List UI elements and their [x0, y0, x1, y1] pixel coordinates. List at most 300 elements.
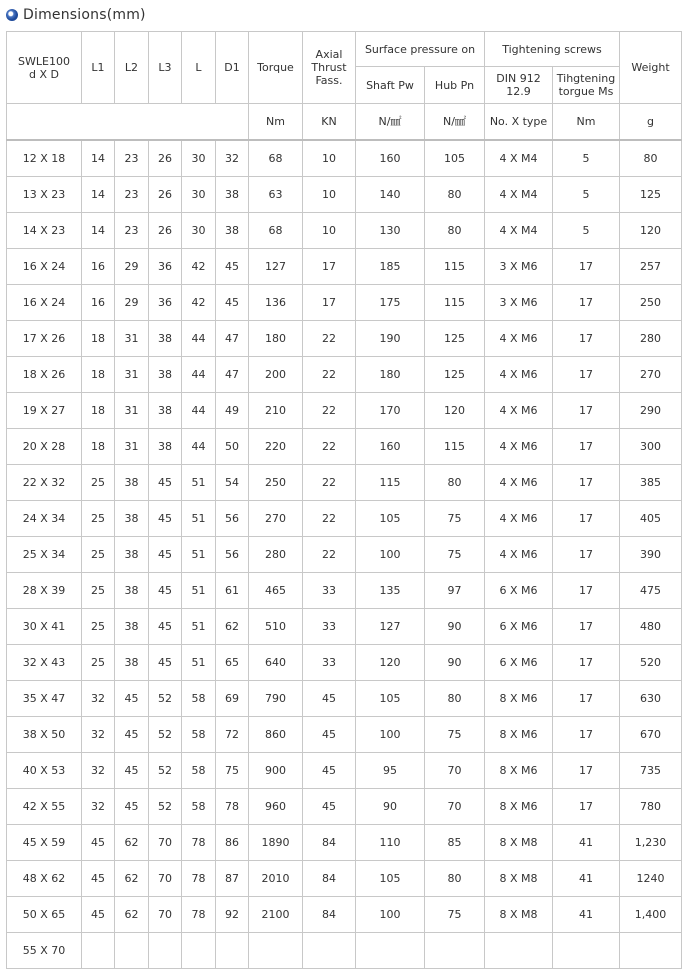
cell-axial: 33 — [303, 573, 356, 609]
cell-l: 44 — [182, 393, 216, 429]
cell-l3: 52 — [149, 789, 182, 825]
cell-screws: 8 X M6 — [485, 753, 553, 789]
cell-shaft-pw: 95 — [356, 753, 425, 789]
cell-size: 12 X 18 — [7, 140, 82, 177]
cell-shaft-pw: 100 — [356, 897, 425, 933]
cell-d1: 47 — [216, 357, 249, 393]
header-din-line1: DIN 912 — [496, 72, 541, 85]
cell-size: 19 X 27 — [7, 393, 82, 429]
cell-axial: 22 — [303, 501, 356, 537]
cell-l2: 38 — [115, 537, 149, 573]
cell-torque: 280 — [249, 537, 303, 573]
cell-l2: 38 — [115, 465, 149, 501]
cell-screws: 4 X M4 — [485, 213, 553, 249]
cell-screws: 6 X M6 — [485, 609, 553, 645]
cell-screws: 8 X M6 — [485, 681, 553, 717]
cell-hub-pn: 90 — [425, 645, 485, 681]
cell-shaft-pw: 175 — [356, 285, 425, 321]
header-l3: L3 — [149, 32, 182, 104]
cell-l1: 18 — [82, 393, 115, 429]
cell-tightening-torque: 41 — [553, 825, 620, 861]
cell-size: 45 X 59 — [7, 825, 82, 861]
cell-hub-pn: 125 — [425, 321, 485, 357]
cell-l: 78 — [182, 861, 216, 897]
cell-l1: 25 — [82, 609, 115, 645]
cell-screws: 8 X M8 — [485, 861, 553, 897]
cell-shaft-pw: 120 — [356, 645, 425, 681]
cell-hub-pn: 105 — [425, 140, 485, 177]
cell-l: 51 — [182, 609, 216, 645]
table-row — [7, 429, 682, 465]
cell-l: 44 — [182, 321, 216, 357]
table-row — [7, 393, 682, 429]
cell-hub-pn: 80 — [425, 681, 485, 717]
cell-l: 58 — [182, 717, 216, 753]
cell-l: 58 — [182, 753, 216, 789]
cell-d1: 65 — [216, 645, 249, 681]
cell-axial: 17 — [303, 249, 356, 285]
cell-l1: 32 — [82, 717, 115, 753]
cell-tightening-torque — [553, 933, 620, 969]
cell-size: 22 X 32 — [7, 465, 82, 501]
header-swle — [7, 32, 82, 104]
cell-l3: 70 — [149, 825, 182, 861]
cell-hub-pn: 120 — [425, 393, 485, 429]
cell-screws: 4 X M6 — [485, 537, 553, 573]
cell-d1 — [216, 933, 249, 969]
cell-screws: 3 X M6 — [485, 249, 553, 285]
cell-shaft-pw: 160 — [356, 429, 425, 465]
table-row — [7, 753, 682, 789]
cell-d1: 38 — [216, 177, 249, 213]
cell-screws: 8 X M6 — [485, 789, 553, 825]
cell-d1: 47 — [216, 321, 249, 357]
cell-d1: 45 — [216, 285, 249, 321]
cell-weight — [620, 933, 682, 969]
cell-axial: 84 — [303, 825, 356, 861]
cell-tightening-torque: 5 — [553, 177, 620, 213]
cell-torque: 68 — [249, 140, 303, 177]
cell-l3: 36 — [149, 285, 182, 321]
cell-weight: 290 — [620, 393, 682, 429]
cell-size: 32 X 43 — [7, 645, 82, 681]
cell-screws: 4 X M4 — [485, 177, 553, 213]
cell-tightening-torque: 17 — [553, 429, 620, 465]
cell-screws — [485, 933, 553, 969]
cell-tightening-torque: 17 — [553, 537, 620, 573]
cell-hub-pn: 70 — [425, 753, 485, 789]
cell-weight: 80 — [620, 140, 682, 177]
header-tightening-screws: Tightening screws — [485, 32, 620, 67]
cell-screws: 6 X M6 — [485, 645, 553, 681]
cell-d1: 86 — [216, 825, 249, 861]
cell-l2: 23 — [115, 177, 149, 213]
table-row — [7, 537, 682, 573]
header-torque: Torque — [249, 32, 303, 104]
header-weight: Weight — [620, 32, 682, 104]
table-row — [7, 897, 682, 933]
cell-size: 30 X 41 — [7, 609, 82, 645]
cell-l1: 18 — [82, 429, 115, 465]
cell-l2: 45 — [115, 753, 149, 789]
cell-hub-pn: 97 — [425, 573, 485, 609]
cell-axial: 45 — [303, 681, 356, 717]
cell-weight: 630 — [620, 681, 682, 717]
cell-torque: 510 — [249, 609, 303, 645]
cell-weight: 480 — [620, 609, 682, 645]
cell-screws: 4 X M4 — [485, 140, 553, 177]
cell-shaft-pw: 160 — [356, 140, 425, 177]
cell-d1: 75 — [216, 753, 249, 789]
cell-l: 51 — [182, 537, 216, 573]
cell-shaft-pw: 170 — [356, 393, 425, 429]
cell-l3: 45 — [149, 465, 182, 501]
cell-l3: 52 — [149, 717, 182, 753]
table-row — [7, 177, 682, 213]
cell-l2: 62 — [115, 861, 149, 897]
cell-l: 78 — [182, 825, 216, 861]
cell-size: 13 X 23 — [7, 177, 82, 213]
cell-tightening-torque: 17 — [553, 465, 620, 501]
cell-size: 50 X 65 — [7, 897, 82, 933]
unit-hub: N/㎟ — [425, 104, 485, 141]
table-row — [7, 681, 682, 717]
cell-hub-pn: 85 — [425, 825, 485, 861]
cell-l2: 31 — [115, 393, 149, 429]
cell-weight: 405 — [620, 501, 682, 537]
cell-size: 35 X 47 — [7, 681, 82, 717]
cell-d1: 72 — [216, 717, 249, 753]
cell-l: 51 — [182, 465, 216, 501]
cell-torque: 180 — [249, 321, 303, 357]
cell-torque: 63 — [249, 177, 303, 213]
cell-torque: 2010 — [249, 861, 303, 897]
cell-l1: 25 — [82, 645, 115, 681]
cell-screws: 4 X M6 — [485, 501, 553, 537]
cell-axial: 10 — [303, 140, 356, 177]
cell-hub-pn: 125 — [425, 357, 485, 393]
cell-l: 51 — [182, 573, 216, 609]
cell-shaft-pw: 185 — [356, 249, 425, 285]
cell-hub-pn: 75 — [425, 501, 485, 537]
cell-torque: 250 — [249, 465, 303, 501]
header-d1: D1 — [216, 32, 249, 104]
unit-tightening: Nm — [553, 104, 620, 141]
cell-l2: 31 — [115, 321, 149, 357]
cell-size: 28 X 39 — [7, 573, 82, 609]
cell-hub-pn: 90 — [425, 609, 485, 645]
cell-l: 44 — [182, 429, 216, 465]
cell-l: 58 — [182, 681, 216, 717]
cell-tightening-torque: 17 — [553, 609, 620, 645]
cell-torque: 136 — [249, 285, 303, 321]
cell-l3: 45 — [149, 537, 182, 573]
header-axial-line3: Fass. — [315, 74, 343, 87]
cell-shaft-pw: 105 — [356, 861, 425, 897]
cell-axial: 45 — [303, 789, 356, 825]
cell-tightening-torque: 17 — [553, 789, 620, 825]
cell-l2: 31 — [115, 429, 149, 465]
cell-l: 42 — [182, 249, 216, 285]
table-row — [7, 825, 682, 861]
cell-l: 44 — [182, 357, 216, 393]
cell-hub-pn: 115 — [425, 285, 485, 321]
cell-tightening-torque: 41 — [553, 897, 620, 933]
unit-shaft: N/㎟ — [356, 104, 425, 141]
cell-d1: 92 — [216, 897, 249, 933]
cell-axial: 84 — [303, 897, 356, 933]
cell-l2 — [115, 933, 149, 969]
cell-weight: 735 — [620, 753, 682, 789]
table-row — [7, 465, 682, 501]
cell-weight: 1240 — [620, 861, 682, 897]
cell-l3: 45 — [149, 501, 182, 537]
cell-l1: 45 — [82, 897, 115, 933]
cell-l2: 45 — [115, 717, 149, 753]
dimensions-table — [6, 31, 682, 969]
cell-l2: 62 — [115, 897, 149, 933]
cell-hub-pn: 115 — [425, 429, 485, 465]
cell-size: 38 X 50 — [7, 717, 82, 753]
cell-d1: 50 — [216, 429, 249, 465]
cell-l3: 45 — [149, 645, 182, 681]
cell-torque: 960 — [249, 789, 303, 825]
cell-shaft-pw: 180 — [356, 357, 425, 393]
cell-weight: 670 — [620, 717, 682, 753]
unit-axial: KN — [303, 104, 356, 141]
cell-hub-pn: 75 — [425, 537, 485, 573]
cell-d1: 69 — [216, 681, 249, 717]
cell-l3: 38 — [149, 357, 182, 393]
cell-l1: 18 — [82, 357, 115, 393]
header-shaft-pw: Shaft Pw — [356, 67, 425, 104]
cell-tightening-torque: 5 — [553, 213, 620, 249]
cell-torque: 210 — [249, 393, 303, 429]
cell-weight: 390 — [620, 537, 682, 573]
cell-axial: 84 — [303, 861, 356, 897]
cell-tightening-torque: 5 — [553, 140, 620, 177]
table-row — [7, 357, 682, 393]
cell-axial: 22 — [303, 321, 356, 357]
cell-l1: 25 — [82, 465, 115, 501]
cell-l3: 52 — [149, 681, 182, 717]
cell-axial: 22 — [303, 537, 356, 573]
cell-tightening-torque: 17 — [553, 321, 620, 357]
unit-torque: Nm — [249, 104, 303, 141]
cell-l3: 36 — [149, 249, 182, 285]
cell-shaft-pw: 100 — [356, 717, 425, 753]
cell-l1: 32 — [82, 789, 115, 825]
cell-torque: 790 — [249, 681, 303, 717]
unit-weight: g — [620, 104, 682, 141]
cell-torque: 127 — [249, 249, 303, 285]
cell-axial: 10 — [303, 177, 356, 213]
cell-d1: 56 — [216, 537, 249, 573]
cell-weight: 385 — [620, 465, 682, 501]
cell-l3: 38 — [149, 429, 182, 465]
table-body — [7, 140, 682, 969]
cell-weight: 780 — [620, 789, 682, 825]
cell-weight: 1,400 — [620, 897, 682, 933]
cell-screws: 8 X M6 — [485, 717, 553, 753]
cell-torque: 900 — [249, 753, 303, 789]
cell-l1: 18 — [82, 321, 115, 357]
cell-torque: 270 — [249, 501, 303, 537]
cell-size: 18 X 26 — [7, 357, 82, 393]
header-l2: L2 — [115, 32, 149, 104]
cell-l1: 14 — [82, 213, 115, 249]
section-title: Dimensions(mm) — [23, 7, 146, 23]
cell-l: 51 — [182, 645, 216, 681]
cell-screws: 3 X M6 — [485, 285, 553, 321]
cell-screws: 4 X M6 — [485, 321, 553, 357]
cell-shaft-pw: 110 — [356, 825, 425, 861]
table-row — [7, 717, 682, 753]
cell-l2: 62 — [115, 825, 149, 861]
cell-tightening-torque: 17 — [553, 357, 620, 393]
cell-l1 — [82, 933, 115, 969]
cell-weight: 475 — [620, 573, 682, 609]
cell-hub-pn: 80 — [425, 213, 485, 249]
cell-shaft-pw: 130 — [356, 213, 425, 249]
cell-axial: 22 — [303, 357, 356, 393]
header-tight-line1: Tihgtening — [556, 72, 616, 85]
cell-d1: 45 — [216, 249, 249, 285]
table-row — [7, 933, 682, 969]
cell-weight: 120 — [620, 213, 682, 249]
cell-axial: 17 — [303, 285, 356, 321]
cell-size: 16 X 24 — [7, 249, 82, 285]
table-row — [7, 609, 682, 645]
cell-shaft-pw: 190 — [356, 321, 425, 357]
cell-screws: 8 X M8 — [485, 897, 553, 933]
cell-axial: 22 — [303, 465, 356, 501]
cell-l3: 70 — [149, 861, 182, 897]
cell-hub-pn: 70 — [425, 789, 485, 825]
table-header — [7, 32, 682, 141]
bullet-icon — [6, 9, 18, 21]
table-row — [7, 645, 682, 681]
cell-l3: 45 — [149, 609, 182, 645]
cell-size: 17 X 26 — [7, 321, 82, 357]
table-row — [7, 789, 682, 825]
header-l1: L1 — [82, 32, 115, 104]
header-swle-label: SWLE100 — [18, 54, 70, 68]
header-din — [485, 67, 553, 104]
cell-shaft-pw: 100 — [356, 537, 425, 573]
cell-l: 78 — [182, 897, 216, 933]
cell-d1: 54 — [216, 465, 249, 501]
cell-size: 42 X 55 — [7, 789, 82, 825]
table-row — [7, 861, 682, 897]
cell-tightening-torque: 17 — [553, 285, 620, 321]
cell-axial — [303, 933, 356, 969]
cell-l2: 23 — [115, 140, 149, 177]
cell-shaft-pw: 105 — [356, 681, 425, 717]
cell-weight: 520 — [620, 645, 682, 681]
cell-size: 20 X 28 — [7, 429, 82, 465]
table-row — [7, 249, 682, 285]
cell-axial: 45 — [303, 717, 356, 753]
header-axial — [303, 32, 356, 104]
cell-screws: 6 X M6 — [485, 573, 553, 609]
cell-torque — [249, 933, 303, 969]
header-surface-pressure: Surface pressure on — [356, 32, 485, 67]
table-row — [7, 213, 682, 249]
cell-l2: 38 — [115, 645, 149, 681]
cell-axial: 33 — [303, 645, 356, 681]
cell-l3: 70 — [149, 897, 182, 933]
header-axial-line1: Axial — [315, 48, 343, 61]
cell-weight: 270 — [620, 357, 682, 393]
cell-size: 55 X 70 — [7, 933, 82, 969]
cell-l1: 45 — [82, 861, 115, 897]
cell-torque: 68 — [249, 213, 303, 249]
cell-l: 30 — [182, 140, 216, 177]
cell-axial: 45 — [303, 753, 356, 789]
cell-l3: 45 — [149, 573, 182, 609]
cell-size: 24 X 34 — [7, 501, 82, 537]
cell-torque: 200 — [249, 357, 303, 393]
cell-weight: 257 — [620, 249, 682, 285]
cell-hub-pn: 80 — [425, 465, 485, 501]
cell-l2: 45 — [115, 789, 149, 825]
cell-size: 25 X 34 — [7, 537, 82, 573]
cell-weight: 300 — [620, 429, 682, 465]
cell-d1: 61 — [216, 573, 249, 609]
cell-l2: 38 — [115, 609, 149, 645]
cell-l3: 26 — [149, 177, 182, 213]
cell-tightening-torque: 17 — [553, 717, 620, 753]
table-row — [7, 140, 682, 177]
cell-weight: 250 — [620, 285, 682, 321]
cell-hub-pn: 75 — [425, 717, 485, 753]
cell-screws: 4 X M6 — [485, 429, 553, 465]
cell-d1: 78 — [216, 789, 249, 825]
cell-tightening-torque: 41 — [553, 861, 620, 897]
cell-axial: 10 — [303, 213, 356, 249]
cell-l2: 45 — [115, 681, 149, 717]
cell-torque: 220 — [249, 429, 303, 465]
cell-d1: 62 — [216, 609, 249, 645]
cell-l: 58 — [182, 789, 216, 825]
cell-torque: 640 — [249, 645, 303, 681]
header-din-line2: 12.9 — [506, 85, 531, 98]
cell-l1: 32 — [82, 753, 115, 789]
cell-weight: 280 — [620, 321, 682, 357]
cell-tightening-torque: 17 — [553, 573, 620, 609]
cell-shaft-pw — [356, 933, 425, 969]
cell-tightening-torque: 17 — [553, 393, 620, 429]
cell-hub-pn: 115 — [425, 249, 485, 285]
cell-axial: 33 — [303, 609, 356, 645]
unit-screw: No. X type — [485, 104, 553, 141]
cell-l3: 38 — [149, 393, 182, 429]
cell-screws: 8 X M8 — [485, 825, 553, 861]
cell-hub-pn — [425, 933, 485, 969]
cell-l1: 14 — [82, 177, 115, 213]
cell-tightening-torque: 17 — [553, 501, 620, 537]
header-hub-pn: Hub Pn — [425, 67, 485, 104]
cell-l2: 23 — [115, 213, 149, 249]
cell-tightening-torque: 17 — [553, 753, 620, 789]
cell-l: 51 — [182, 501, 216, 537]
cell-tightening-torque: 17 — [553, 249, 620, 285]
cell-shaft-pw: 140 — [356, 177, 425, 213]
cell-l: 30 — [182, 177, 216, 213]
cell-hub-pn: 80 — [425, 861, 485, 897]
header-l: L — [182, 32, 216, 104]
